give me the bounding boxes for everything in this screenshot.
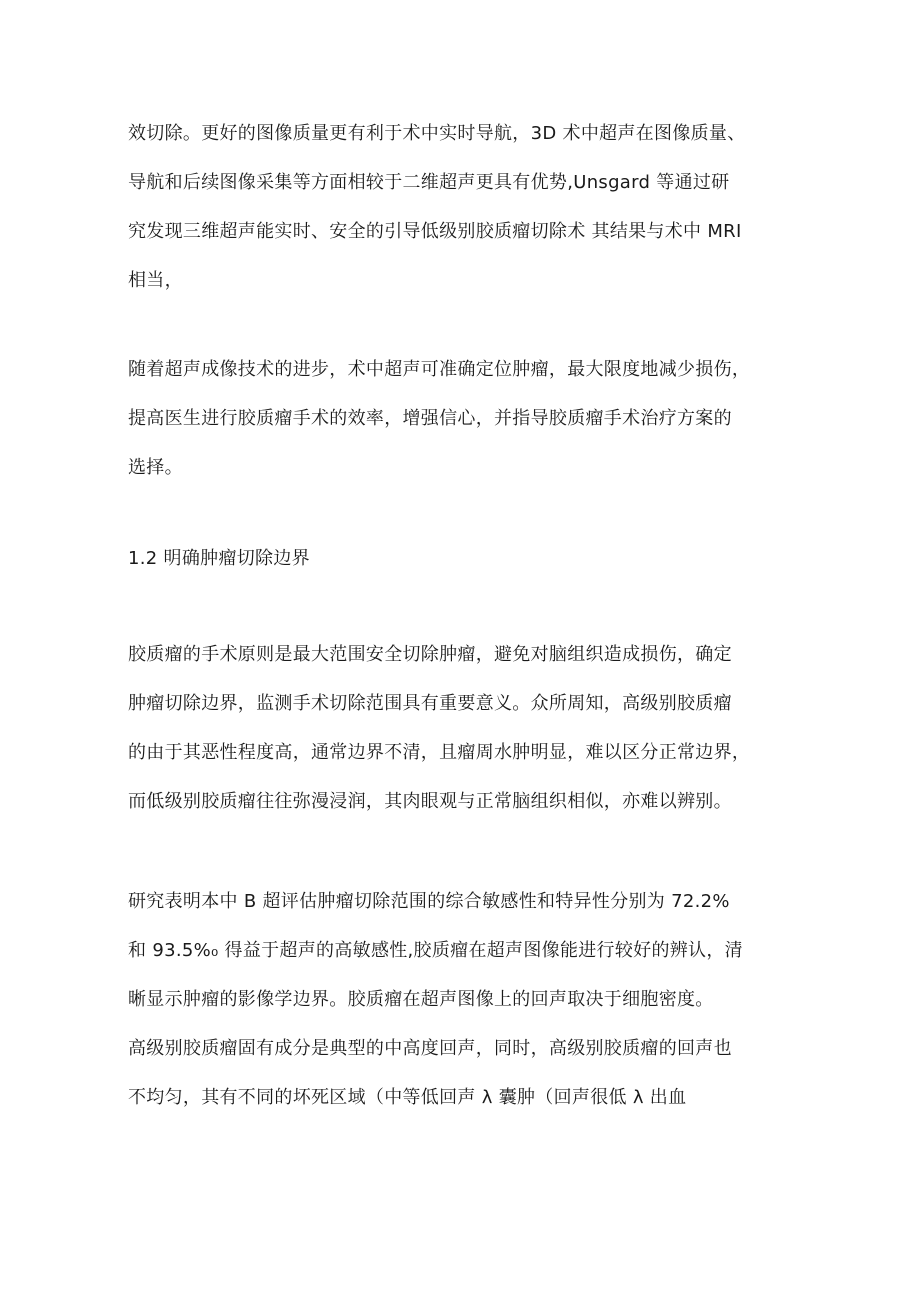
paragraph-1-line-4: 相当， — [128, 270, 183, 291]
paragraph-2-line-3: 选择。 — [128, 457, 183, 478]
paragraph-3-line-3: 的由于其恶性程度高，通常边界不清，且瘤周水肿明显，难以区分正常边界， — [128, 742, 751, 763]
paragraph-3-line-2: 肿瘤切除边界，监测手术切除范围具有重要意义。众所周知，高级别胶质瘤 — [128, 693, 732, 714]
paragraph-4-line-2: 和 93.5%₀ 得益于超声的高敏感性,胶质瘤在超声图像能进行较好的辨认，清 — [128, 940, 743, 961]
paragraph-4-line-4: 高级别胶质瘤固有成分是典型的中高度回声，同时，高级别胶质瘤的回声也 — [128, 1038, 732, 1059]
paragraph-4-line-1: 研究表明本中 B 超评估肿瘤切除范围的综合敏感性和特异性分别为 72.2% — [128, 891, 730, 912]
paragraph-1-line-2: 导航和后续图像采集等方面相较于二维超声更具有优势,Unsgard 等通过研 — [128, 172, 730, 193]
paragraph-1-line-3: 究发现三维超声能实时、安全的引导低级别胶质瘤切除术 其结果与术中 MRI — [128, 221, 742, 242]
section-heading: 1.2 明确肿瘤切除边界 — [128, 548, 310, 569]
paragraph-2-line-1: 随着超声成像技术的进步，术中超声可准确定位肿瘤，最大限度地减少损伤， — [128, 359, 751, 380]
paragraph-3-line-4: 而低级别胶质瘤往往弥漫浸润，其肉眼观与正常脑组织相似，亦难以辨别。 — [128, 791, 732, 812]
paragraph-4-line-3: 晰显示肿瘤的影像学边界。胶质瘤在超声图像上的回声取决于细胞密度。 — [128, 989, 714, 1010]
paragraph-1-line-1: 效切除。更好的图像质量更有利于术中实时导航，3D 术中超声在图像质量、 — [128, 123, 746, 144]
paragraph-4-line-5: 不均匀，其有不同的坏死区域（中等低回声 λ 囊肿（回声很低 λ 出血 — [128, 1087, 687, 1108]
paragraph-2-line-2: 提高医生进行胶质瘤手术的效率，增强信心，并指导胶质瘤手术治疗方案的 — [128, 408, 732, 429]
paragraph-3-line-1: 胶质瘤的手术原则是最大范围安全切除肿瘤，避免对脑组织造成损伤，确定 — [128, 644, 732, 665]
